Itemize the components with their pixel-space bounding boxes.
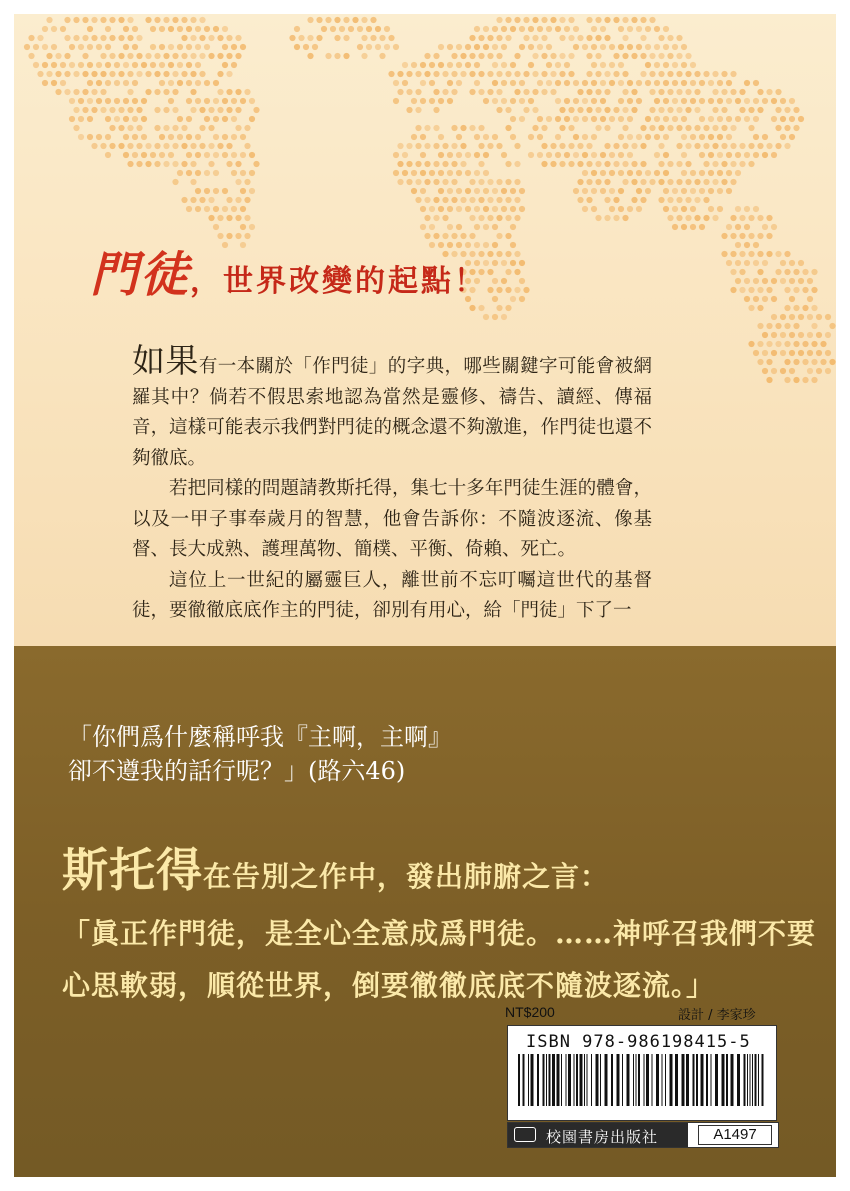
barcode — [516, 1054, 768, 1114]
publisher-name: 校園書房出版社 — [546, 1128, 659, 1146]
headline-rest: ，世界改變的起點！ — [190, 264, 488, 299]
lead-word: 如果 — [132, 341, 199, 380]
publisher-logo-icon — [514, 1127, 536, 1142]
intro-paragraph-2: 若把同樣的問題請教斯托得，集七十多年門徒生涯的體會，以及一甲子事奉歲月的智慧，他會告訴你：不隨波逐流、像基督、長大成熟、護理萬物、簡樸、平衡、倚賴、死亡。 — [132, 478, 652, 560]
intro-text — [132, 341, 653, 627]
isbn-label: ISBN 978-986198415-5 — [526, 1032, 751, 1052]
stott-intro-text: 在告別之作中，發出肺腑之言： — [203, 860, 610, 893]
scripture-quote-line-1: 「你們爲什麼稱呼我『主啊，主啊』 — [68, 723, 452, 751]
publisher-bar — [507, 1122, 779, 1148]
book-back-cover — [14, 14, 836, 1177]
scripture-quote-line-2: 卻不遵我的話行呢？」(路六46) — [68, 757, 406, 785]
intro-paragraph-1-text: 有一本關於「作門徒」的字典，哪些關鍵字可能會被網羅其中？倘若不假思索地認為當然是靈修、禱告、讀經、傳福音，這樣可能表示我們對門徒的概念還不夠激進，作門徒也還不夠徹底。 — [132, 356, 653, 469]
isbn-barcode-box — [507, 1025, 777, 1121]
author-name: 斯托得 — [62, 843, 203, 897]
intro-paragraph-3: 這位上一世紀的屬靈巨人，離世前不忘叮囑這世代的基督徒，要徹徹底底作主的門徒，卻別有用心，給「門徒」下了一 — [132, 569, 652, 621]
top-panel — [14, 14, 836, 646]
intro-paragraph-1 — [132, 341, 653, 474]
scripture-quote — [68, 720, 668, 788]
design-credit: 設計 / 李家珍 — [678, 1008, 756, 1023]
stott-intro — [62, 834, 822, 900]
stott-statement — [62, 834, 822, 1012]
publisher-name-block — [508, 1123, 688, 1147]
headline-emphasis: 門徒 — [90, 247, 191, 303]
headline — [90, 236, 487, 305]
stott-quote: 「眞正作門徒，是全心全意成爲門徒。……神呼召我們不要心思軟弱，順從世界，倒要徹徹底底不隨波逐流。」 — [62, 917, 817, 1002]
catalog-code: A1497 — [698, 1125, 772, 1145]
price-label: NT$200 — [505, 1004, 555, 1020]
